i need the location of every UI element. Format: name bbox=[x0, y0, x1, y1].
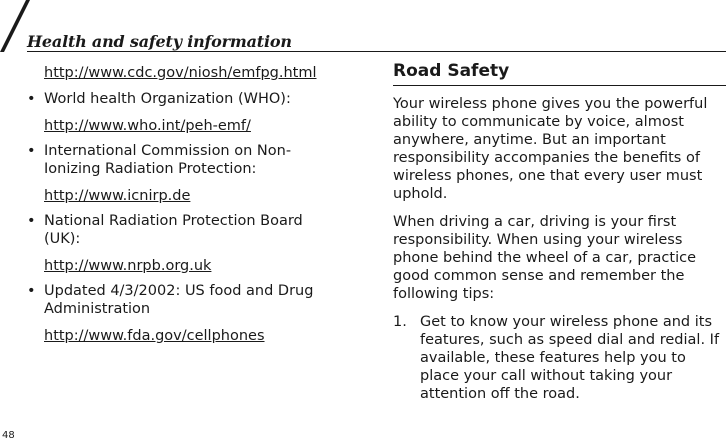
tip-text: Get to know your wireless phone and its features, such as speed dial and redial. If available, these features help you to place your call without taking your attention off the road. bbox=[420, 314, 720, 402]
reference-label: National Radiation Protection Board (UK): bbox=[44, 213, 303, 247]
bullet-icon: • bbox=[27, 143, 36, 159]
reference-label: International Commission on Non-Ionizing Radiation Protection: bbox=[44, 143, 292, 177]
tip-number: 1. bbox=[393, 314, 407, 330]
bullet-icon: • bbox=[27, 283, 36, 299]
section-rule bbox=[393, 85, 726, 86]
road-safety-section bbox=[393, 59, 726, 403]
bullet-icon: • bbox=[27, 213, 36, 229]
reference-item bbox=[22, 142, 342, 205]
tip-item bbox=[393, 313, 726, 403]
paragraph: Your wireless phone gives you the powerful ability to communicate by voice, almost anywhere, anytime. But an important responsibility accompanies the benefits of wireless phones, one that every user must uphold. bbox=[393, 96, 708, 202]
section-title: Road Safety bbox=[393, 61, 510, 81]
reference-item bbox=[22, 90, 342, 135]
bullet-icon: • bbox=[27, 91, 36, 107]
reference-label: Updated 4/3/2002: US food and Drug Administration bbox=[44, 283, 314, 317]
header-rule bbox=[27, 51, 726, 52]
reference-list bbox=[22, 90, 342, 345]
reference-url[interactable]: http://www.nrpb.org.uk bbox=[44, 258, 212, 274]
reference-links-column bbox=[22, 64, 342, 352]
reference-label: World health Organization (WHO): bbox=[44, 91, 291, 107]
reference-url[interactable]: http://www.icnirp.de bbox=[44, 188, 191, 204]
cdc-link[interactable]: http://www.cdc.gov/niosh/emfpg.html bbox=[44, 65, 317, 81]
reference-item bbox=[22, 282, 342, 345]
tips-list bbox=[393, 313, 726, 403]
paragraph: When driving a car, driving is your first responsibility. When using your wireless phone behind the wheel of a car, practice good common sense and remember the following tips: bbox=[393, 214, 697, 302]
page-number: 48 bbox=[2, 430, 15, 441]
reference-item bbox=[22, 212, 342, 275]
reference-url[interactable]: http://www.fda.gov/cellphones bbox=[44, 328, 265, 344]
running-header-title: Health and safety information bbox=[27, 32, 292, 51]
reference-url[interactable]: http://www.who.int/peh-emf/ bbox=[44, 118, 251, 134]
